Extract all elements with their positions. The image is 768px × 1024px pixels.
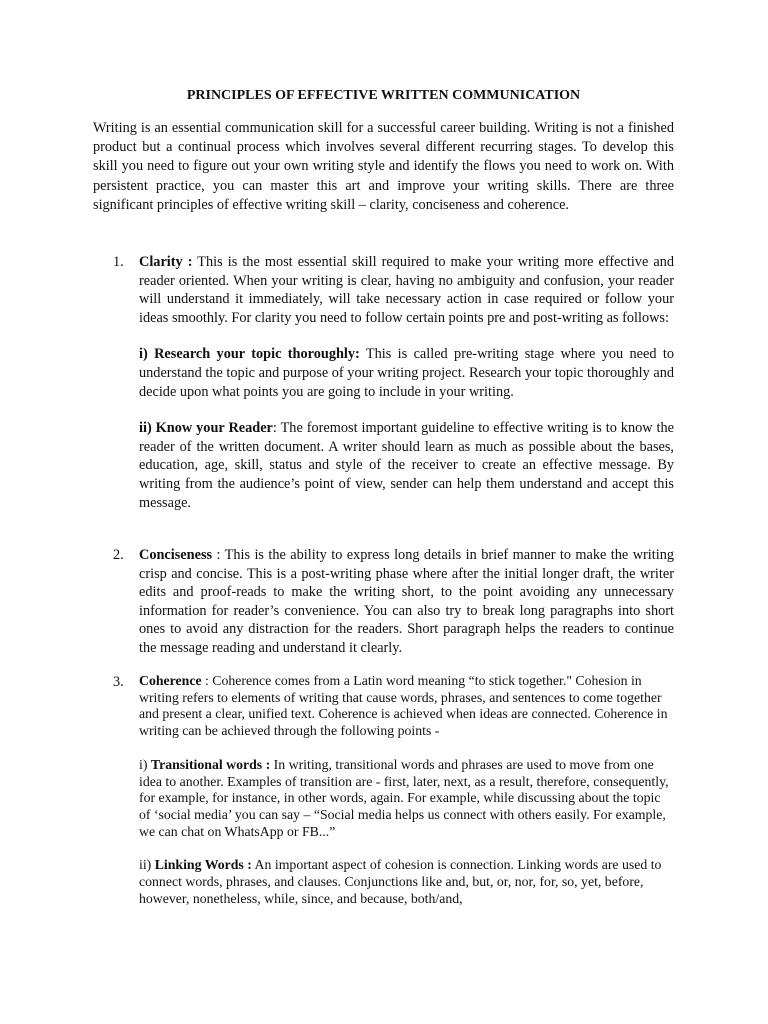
- know-reader-heading: ii) Know your Reader: [139, 420, 273, 437]
- document-title: PRINCIPLES OF EFFECTIVE WRITTEN COMMUNICATION: [186, 88, 581, 103]
- coherence-paragraph: [139, 673, 674, 740]
- linking-words-text: An important aspect of cohesion is connection. Linking words are used to connect words, phrases, and clauses. Conjunctions like and, but, or, nor, for, so, yet, before, however, nonetheless, while, since, and because, both/and,: [139, 857, 662, 906]
- transitional-words-paragraph: [139, 757, 674, 841]
- intro-paragraph: Writing is an essential communication skill for a successful career building. Writing is not a finished product but a continual process which involves several different recurring stages. To develop this skill you need to figure out your own writing style and identify the flows you need to work on. With persistent practice, you can master this art and improve your writing skills. There are three significant principles of effective writing skill – clarity, conciseness and coherence.: [93, 120, 674, 213]
- list-number: 1.: [113, 254, 124, 270]
- clarity-text: This is the most essential skill required to make your writing more effective and reader oriented. When your writing is clear, having no ambiguity and confusion, your reader will understand it immediately, will take necessary action in case required or follow your ideas smoothly. For clarity you need to follow certain points pre and post-writing as follows:: [139, 254, 674, 326]
- linking-words-paragraph: [139, 857, 674, 907]
- linking-words-heading: Linking Words :: [154, 857, 252, 873]
- clarity-paragraph: [139, 253, 674, 327]
- conciseness-heading: Conciseness: [139, 547, 213, 563]
- list-item-conciseness: [113, 546, 674, 658]
- conciseness-paragraph: [139, 546, 674, 658]
- coherence-text: : Coherence comes from a Latin word meaning “to stick together." Cohesion in writing refers to elements of writing that cause words, phrases, and sentences to come together and present a clear, unified text. Coherence is achieved when ideas are connected. Coherence in writing can be achieved through the following points -: [139, 673, 668, 739]
- list-item-clarity: [113, 253, 674, 512]
- transitional-words-heading: Transitional words :: [150, 756, 271, 772]
- research-topic-paragraph: [139, 345, 674, 401]
- list-number: 2.: [113, 547, 124, 563]
- linking-words-prefix: ii): [139, 857, 155, 873]
- transitional-words-prefix: i): [139, 756, 151, 772]
- list-item-coherence: [113, 673, 674, 907]
- research-topic-heading: i) Research your topic thoroughly:: [139, 346, 360, 363]
- know-reader-paragraph: [139, 419, 674, 512]
- list-number: 3.: [113, 674, 124, 690]
- conciseness-text: : This is the ability to express long details in brief manner to make the writing crisp and concise. This is a post-writing phase where after the initial longer draft, the writer edits and proof-reads to make the writing short, to the point avoiding any unnecessary information for reader’s convenience. You can also try to break long paragraphs into short ones to avoid any distraction for the readers. Short paragraph helps the readers to continue the message reading and understand it clearly.: [139, 547, 674, 656]
- clarity-heading: Clarity :: [139, 254, 193, 270]
- research-topic-text: This is called pre-writing stage where you need to understand the topic and purpose of your writing project. Research your topic thoroughly and decide upon what points you are going to include in your writing.: [139, 346, 674, 400]
- know-reader-text: : The foremost important guideline to effective writing is to know the reader of the written document. A writer should learn as much as possible about the bases, education, age, skill, status and style of the receiver to create an effective message. By writing from the audience’s point of view, sender can help them understand and accept this message.: [139, 420, 674, 511]
- transitional-words-text: In writing, transitional words and phrases are used to move from one idea to another. Examples of transition are - first, later, next, as a result, therefore, consequently, for example, for instance, in other words, again. For example, while discussing about the topic of ‘social media’ you can say – “Social media helps us connect with others easily. For example, we can chat on WhatsApp or FB...”: [139, 756, 669, 839]
- coherence-heading: Coherence: [139, 673, 202, 688]
